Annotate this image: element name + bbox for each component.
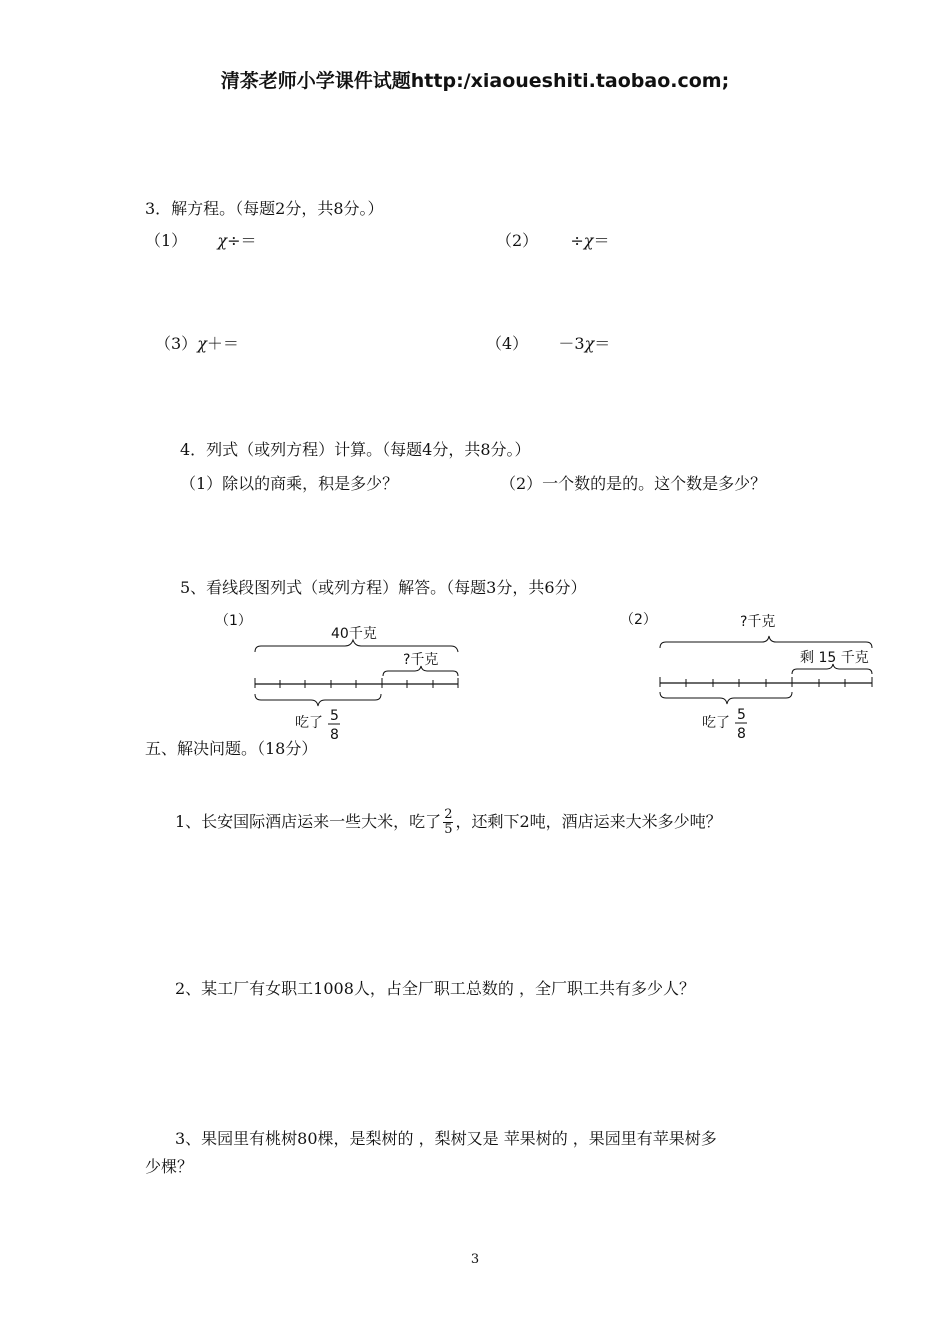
diagram-1-eaten-label: 吃了 <box>295 715 323 731</box>
equation-4-label: （4） <box>486 334 529 353</box>
section5-title: 5、看线段图列式（或列方程）解答。（每题3分，共6分） <box>180 578 587 597</box>
page-number: 3 <box>470 1252 480 1267</box>
page-header: 清茶老师小学课件试题http:/xiaoueshiti.taobao.com; <box>220 70 730 92</box>
section3-title: 3．解方程。（每题2分，共8分。） <box>145 199 384 218</box>
equation-2-rest: ＝ <box>593 231 610 250</box>
equation-1 <box>145 228 257 251</box>
diagram-2-eaten-brace <box>660 692 792 704</box>
equation-4-lead: －3 <box>558 334 585 353</box>
equation-2-lead: ÷ <box>570 231 584 250</box>
section4-question-2: （2）一个数的是的。这个数是多少？ <box>500 474 767 493</box>
equation-1-variable: χ <box>217 231 228 250</box>
diagram-1-total-label: 40千克 <box>331 626 377 642</box>
problem-3-line-1: 3、果园里有桃树80棵，是梨树的 ，梨树又是 苹果树的 ，果园里有苹果树多 <box>175 1129 717 1148</box>
problem-1 <box>175 805 722 839</box>
problem-1-text-before: 1、长安国际酒店运来一些大米，吃了 <box>175 812 442 831</box>
problem-1-fraction-denominator: 5 <box>444 822 453 837</box>
diagram-2-total-label: ?千克 <box>740 614 776 630</box>
diagram-2-total-brace <box>660 636 872 648</box>
equation-3 <box>155 331 239 354</box>
problem-2: 2、某工厂有女职工1008人，占全厂职工总数的 ，全厂职工共有多少人？ <box>175 979 695 998</box>
problem-1-fraction-numerator: 2 <box>444 807 453 822</box>
equation-2-label: （2） <box>496 231 539 250</box>
equation-4 <box>486 331 610 354</box>
equation-3-label: （3） <box>155 334 198 353</box>
problem-1-fraction <box>443 808 453 837</box>
equation-2-variable: χ <box>583 231 594 250</box>
diagram-1-label: （1） <box>215 613 252 629</box>
diagram-2-fraction-denominator: 8 <box>737 726 746 742</box>
equation-3-rest: ＋＝ <box>206 334 239 353</box>
equation-4-rest: ＝ <box>594 334 611 353</box>
equation-1-label: （1） <box>145 231 188 250</box>
equation-3-variable: χ <box>197 334 207 353</box>
diagram-2-ticks <box>660 677 872 687</box>
problem-3-line-2: 少棵？ <box>145 1157 194 1176</box>
part5-title: 五、解决问题。（18分） <box>145 739 318 758</box>
equation-1-rest: ÷＝ <box>227 231 257 250</box>
equation-2 <box>496 228 610 251</box>
line-diagram-1 <box>215 608 475 748</box>
diagram-2-fraction-numerator: 5 <box>737 707 746 723</box>
line-diagram-2 <box>620 606 880 751</box>
section4-question-1: （1）除以的商乘，积是多少？ <box>180 474 399 493</box>
diagram-2-remain-label: 剩 15 千克 <box>800 650 869 666</box>
diagram-2-label: （2） <box>620 612 657 628</box>
equation-4-variable: χ <box>584 334 595 353</box>
section4-title: 4．列式（或列方程）计算。（每题4分，共8分。） <box>180 440 531 459</box>
diagram-1-ticks <box>255 678 458 688</box>
diagram-1-part-label: ?千克 <box>403 652 439 668</box>
diagram-1-fraction-denominator: 8 <box>330 727 339 743</box>
diagram-2-eaten-label: 吃了 <box>702 715 730 731</box>
diagram-1-fraction-numerator: 5 <box>330 708 339 724</box>
problem-1-text-after: ，还剩下2吨，酒店运来大米多少吨？ <box>455 812 722 831</box>
diagram-1-eaten-brace <box>255 694 381 706</box>
